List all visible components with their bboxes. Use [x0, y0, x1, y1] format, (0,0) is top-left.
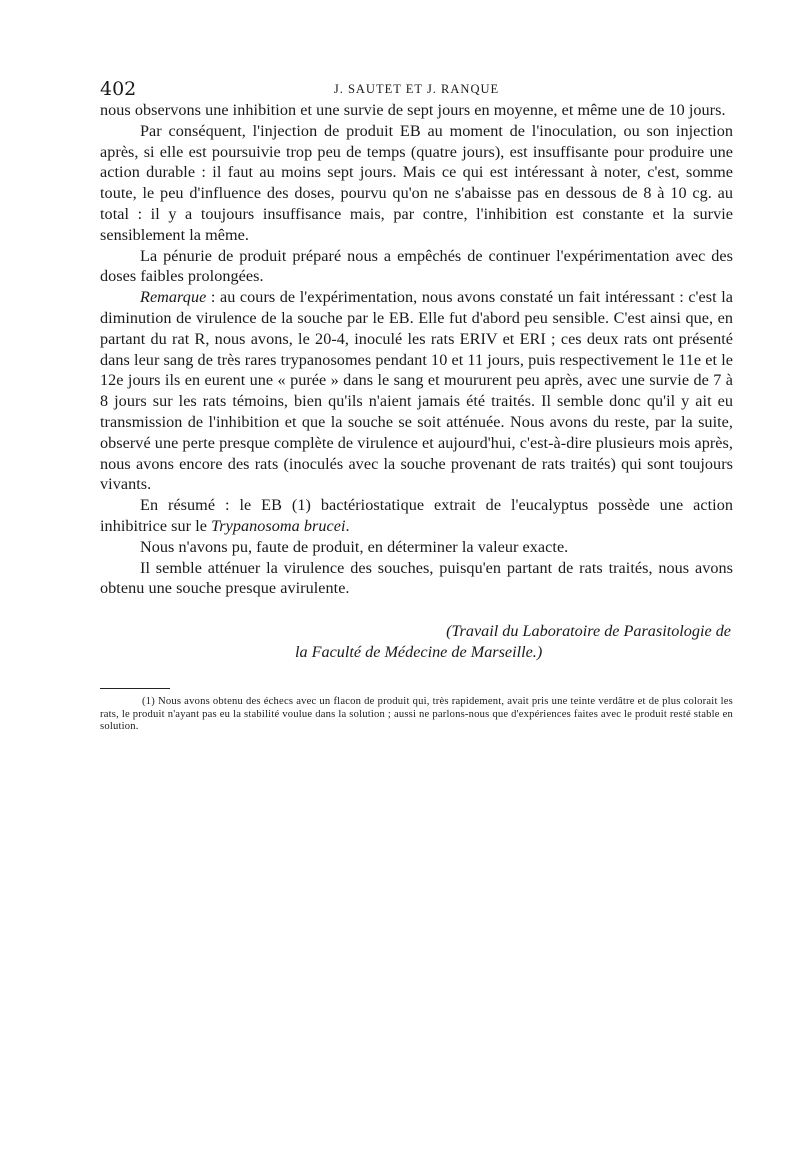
footnote-marker: (1) — [142, 696, 155, 708]
summary-end: . — [345, 516, 350, 535]
species-name: Trypanosoma brucei — [211, 516, 346, 535]
page-number: 402 — [100, 78, 137, 100]
credit-line-2: la Faculté de Médecine de Marseille.) — [295, 642, 543, 661]
remark-text: : au cours de l'expérimentation, nous avons constaté un fait intéressant : c'est la diminution de virulence de la souche par le EB. Elle fut d'abord peu sensible. C'est ainsi que, en partant du rat R, nous avons, le 20-4, inoculé les rats ERIV et ERI ; ces deux rats ont présenté dans leur sang de très rares trypanosomes pendant 10 et 11 jours, puis respectivement le 11e et le 12e jours ils en eurent une « purée » dans le sang et moururent peu après, avec une survie de 7 à 8 jours sur les rats témoins, bien qu'ils n'aient jamais été traités. Il semble donc qu'il y ait eu transmission de l'inhibition et que la souche se soit atténuée. Nous avons du reste, par la suite, observé une perte presque complète de virulence et aujourd'hui, c'est-à-dire plusieurs mois après, nous avons encore des rats (inoculés avec la souche provenant de rats traités) qui sont toujours vivants. — [100, 288, 733, 494]
paragraph-summary — [100, 495, 733, 537]
running-head — [100, 70, 733, 100]
footnote-divider — [100, 688, 170, 689]
paragraph-attenuation: Il semble atténuer la virulence des souches, puisqu'en partant de rats traités, nous avons obtenu une souche presque avirulente. — [100, 558, 733, 598]
body-text — [100, 100, 733, 599]
footnote-text: Nous avons obtenu des échecs avec un flacon de produit qui, très rapidement, avait pris une teinte verdâtre et de plus colorait les rats, le produit n'ayant pas eu la stabilité voulue dans la solution ; aussi ne parlons-nous que d'expériences faites avec le produit resté stable en solution. — [100, 696, 733, 733]
paragraph-continuation: nous observons une inhibition et une survie de sept jours en moyenne, et même une de 10 jours. — [100, 101, 726, 119]
paragraph-consequence: Par conséquent, l'injection de produit EB au moment de l'inoculation, ou son injection après, si elle est poursuivie trop peu de temps (quatre jours), est insuffisante pour produire une action durable : il faut au moins sept jours. Mais ce qui est intéressant à noter, c'est, somme toute, le peu d'influence des doses, pourvu qu'on ne s'abaisse pas en dessous de 8 à 10 cg. au total : il y a toujours insuffisance mais, par contre, l'inhibition est constante et la survie sensiblement la même. — [100, 121, 733, 244]
laboratory-credit — [100, 621, 733, 662]
paragraph-remark — [100, 287, 733, 495]
credit-line-1: (Travail du Laboratoire de Parasitologie de — [446, 622, 731, 641]
page — [100, 70, 733, 734]
remark-label: Remarque — [140, 288, 207, 307]
footnote — [100, 696, 733, 734]
paragraph-exact-value: Nous n'avons pu, faute de produit, en déterminer la valeur exacte. — [140, 537, 569, 556]
header-authors: J. SAUTET ET J. RANQUE — [333, 82, 500, 96]
summary-text: En résumé : le EB (1) bactériostatique extrait de l'eucalyptus possède une action inhibitrice sur le — [100, 496, 733, 535]
paragraph-shortage: La pénurie de produit préparé nous a empêchés de continuer l'expérimentation avec des doses faibles prolongées. — [100, 246, 733, 286]
